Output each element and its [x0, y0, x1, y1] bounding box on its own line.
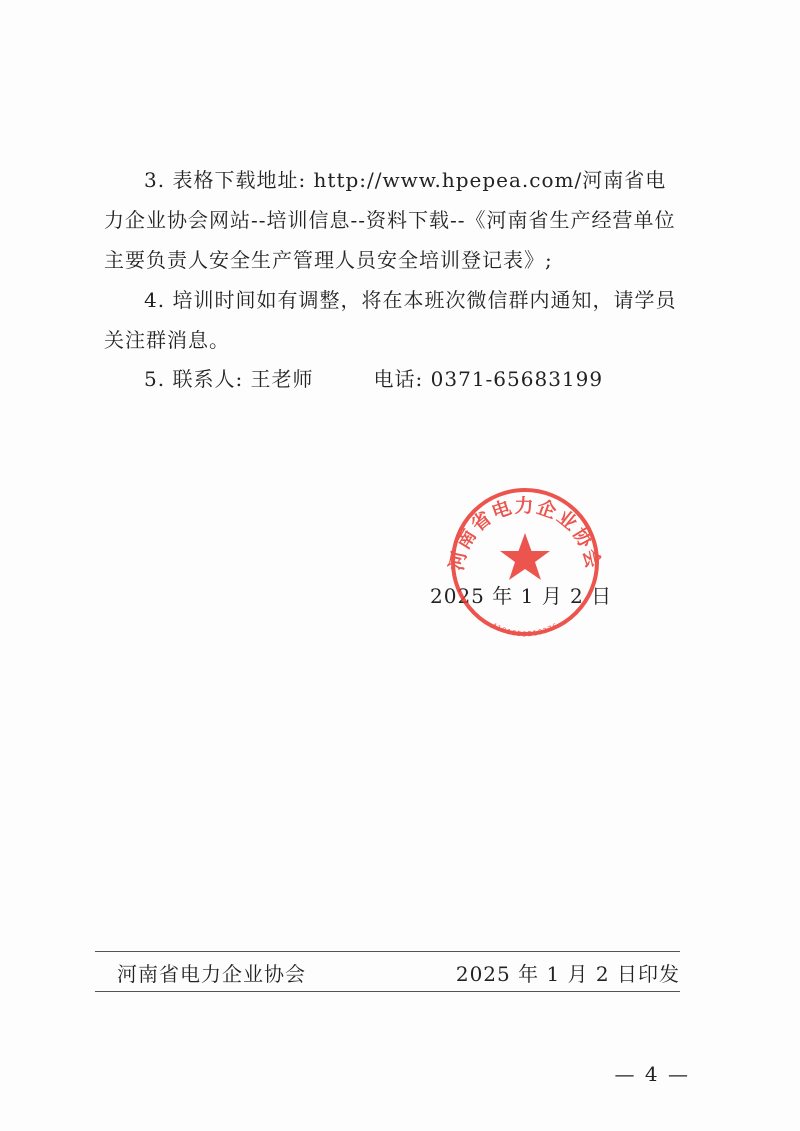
signature-date: 2025 年 1 月 2 日: [430, 584, 613, 608]
contact-phone: 电话: 0371-65683199: [373, 367, 604, 391]
page-number: — 4 —: [614, 1062, 690, 1086]
footer-top-rule: [95, 951, 680, 952]
svg-text:4101055210376: [490, 621, 560, 637]
footer-organization: 河南省电力企业协会: [117, 962, 306, 986]
seal-star-icon: [500, 533, 550, 580]
official-seal: [440, 487, 610, 637]
item-5-contact: [104, 359, 684, 399]
footer-bottom-rule: [95, 991, 680, 992]
item-3-download-address: 3. 表格下载地址: http://www.hpepea.com/河南省电力企业协会网站--培训信息--资料下载--《河南省生产经营单位主要负责人安全生产管理人员安全培训登记表》;: [104, 168, 676, 272]
seal-org-name: 河南省电力企业协会: [445, 495, 605, 573]
footer-issue-date: 2025 年 1 月 2 日印发: [455, 962, 680, 986]
contact-person: 5. 联系人: 王老师: [144, 367, 314, 391]
item-4-schedule-adjustment: 4. 培训时间如有调整，将在本班次微信群内通知，请学员关注群消息。: [104, 288, 677, 352]
seal-code: 4101055210376: [490, 621, 560, 637]
